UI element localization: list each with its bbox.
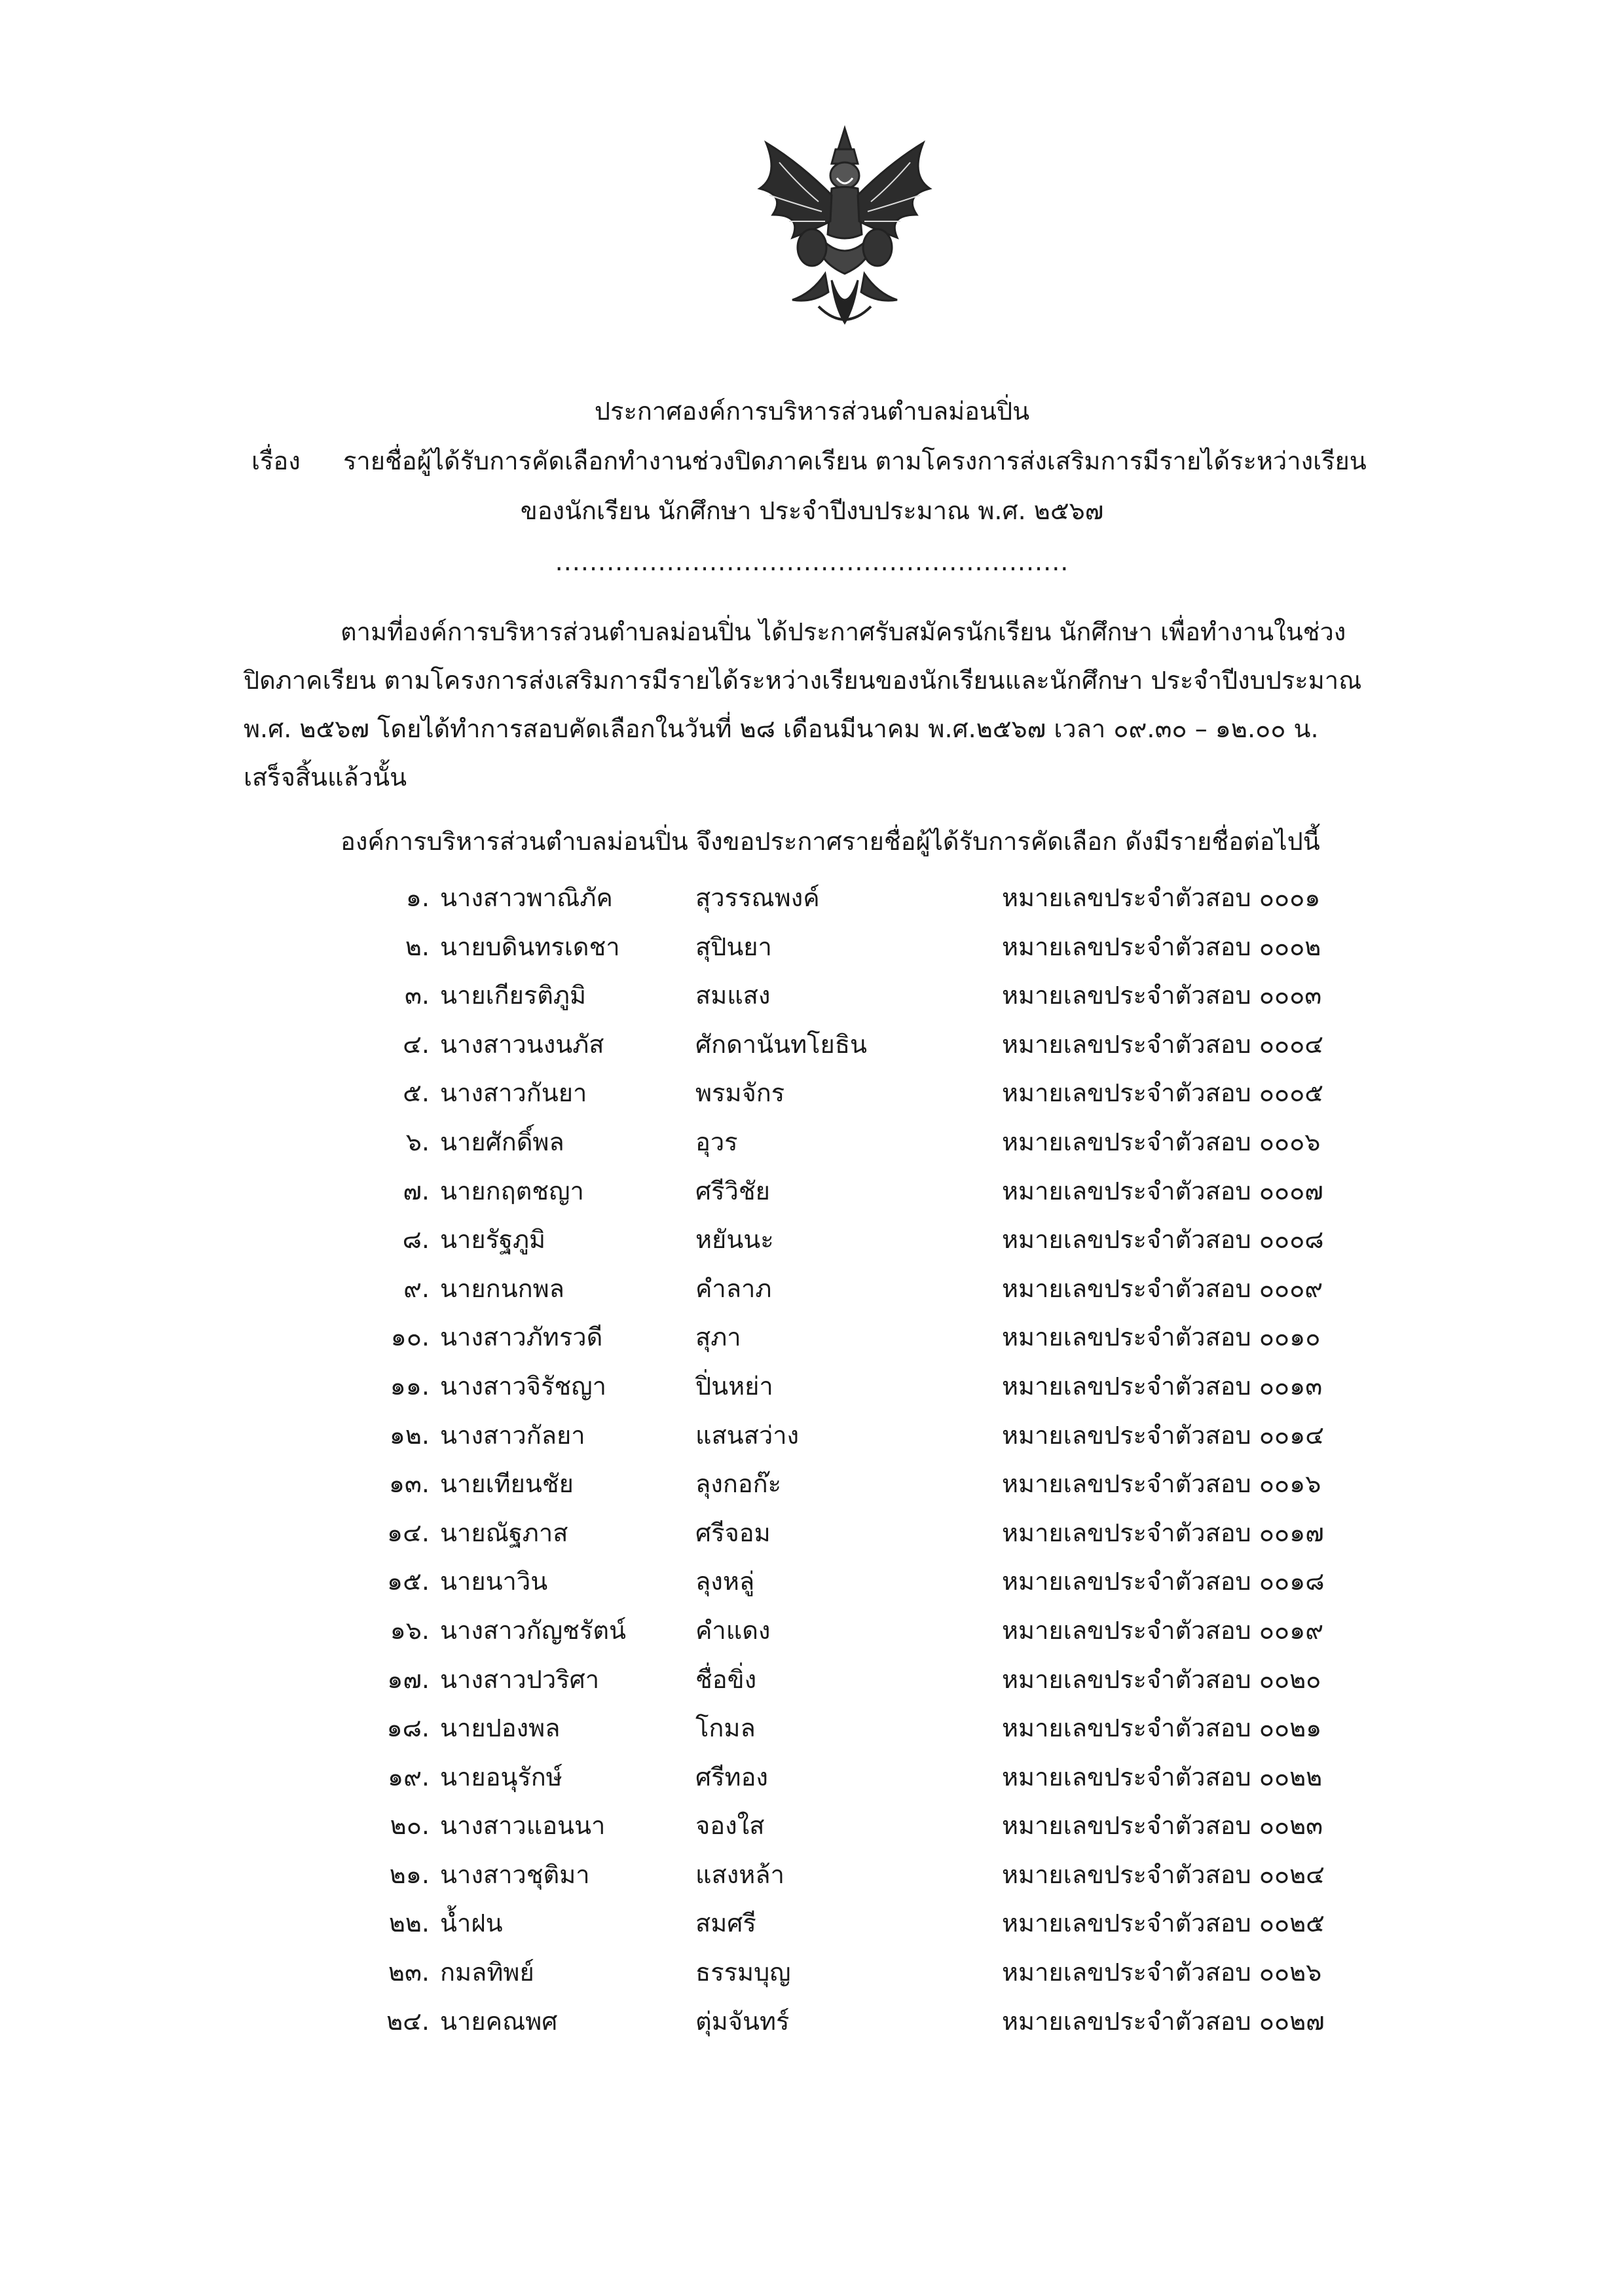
- item-number: ๑๑.: [390, 1371, 430, 1401]
- exam-id: หมายเลขประจำตัวสอบ ๐๐๐๘: [1002, 1225, 1324, 1255]
- list-item: [0, 1807, 1624, 1856]
- exam-id: หมายเลขประจำตัวสอบ ๐๐๐๙: [1002, 1274, 1323, 1303]
- last-name: ศรีวิชัย: [695, 1176, 770, 1205]
- last-name: ศรีจอม: [695, 1518, 771, 1547]
- last-name: คำแดง: [695, 1615, 771, 1645]
- exam-id: หมายเลขประจำตัวสอบ ๐๐๒๐: [1002, 1664, 1321, 1694]
- list-item: [0, 1661, 1624, 1710]
- item-number: ๓.: [404, 981, 430, 1010]
- item-number: ๒๓.: [388, 1958, 430, 1987]
- exam-id: หมายเลขประจำตัวสอบ ๐๐๐๒: [1002, 932, 1321, 961]
- first-name: นางสาวกัลยา: [440, 1420, 585, 1450]
- item-number: ๑๖.: [390, 1615, 430, 1645]
- first-name: นายอนุรักษ์: [440, 1762, 563, 1791]
- last-name: แสนสว่าง: [695, 1420, 800, 1450]
- last-name: สุปินยา: [695, 932, 772, 961]
- list-item: [0, 1562, 1624, 1611]
- list-item: [0, 1318, 1624, 1367]
- item-number: ๒.: [405, 932, 430, 961]
- item-number: ๒๑.: [389, 1860, 430, 1889]
- exam-id: หมายเลขประจำตัวสอบ ๐๐๑๗: [1002, 1518, 1324, 1547]
- first-name: นายณัฐภาส: [440, 1518, 568, 1547]
- first-name: นายเทียนชัย: [440, 1469, 574, 1499]
- first-name: นายคณพศ: [440, 2006, 558, 2036]
- first-name: นางสาวพาณิภัค: [440, 883, 613, 912]
- first-name: นางสาวแอนนา: [440, 1811, 606, 1841]
- exam-id: หมายเลขประจำตัวสอบ ๐๐๐๔: [1002, 1029, 1324, 1059]
- item-number: ๑๙.: [387, 1762, 430, 1791]
- paragraph-1-line-1: ตามที่องค์การบริหารส่วนตำบลม่อนปิ่น ได้ประกาศรับสมัครนักเรียน นักศึกษา เพื่อทำงานในช่วง: [341, 617, 1346, 646]
- item-number: ๔.: [403, 1029, 430, 1059]
- exam-id: หมายเลขประจำตัวสอบ ๐๐๐๖: [1002, 1127, 1321, 1156]
- list-item: [0, 879, 1624, 928]
- first-name: นายปองพล: [440, 1714, 561, 1743]
- exam-id: หมายเลขประจำตัวสอบ ๐๐๒๒: [1002, 1762, 1323, 1791]
- subject-text-line2: ของนักเรียน นักศึกษา ประจำปีงบประมาณ พ.ศ. ๒๕๖๗: [520, 496, 1104, 525]
- paragraph-1-line-2: ปิดภาคเรียน ตามโครงการส่งเสริมการมีรายได้ระหว่างเรียนของนักเรียนและนักศึกษา ประจำปีงบประมาณ: [244, 666, 1362, 695]
- last-name: คำลาภ: [695, 1274, 772, 1303]
- item-number: ๗.: [403, 1176, 430, 1205]
- first-name: นางสาวภัทรวดี: [440, 1323, 603, 1352]
- list-item: [0, 1904, 1624, 1953]
- last-name: จองใส: [695, 1811, 765, 1841]
- paragraph-1-line-4: เสร็จสิ้นแล้วนั้น: [244, 763, 407, 792]
- exam-id: หมายเลขประจำตัวสอบ ๐๐๑๖: [1002, 1469, 1321, 1499]
- first-name: นางสาวกัญชรัตน์: [440, 1615, 626, 1645]
- first-name: นายกนกพล: [440, 1274, 564, 1303]
- exam-id: หมายเลขประจำตัวสอบ ๐๐๑๘: [1002, 1567, 1325, 1596]
- first-name: นายกฤตชญา: [440, 1176, 584, 1205]
- list-item: [0, 1123, 1624, 1172]
- last-name: ธรรมบุญ: [695, 1958, 791, 1987]
- list-item: [0, 1465, 1624, 1514]
- last-name: โกมล: [695, 1714, 756, 1743]
- first-name: นายบดินทรเดชา: [440, 932, 620, 961]
- item-number: ๑๘.: [386, 1714, 430, 1743]
- item-number: ๑.: [405, 883, 430, 912]
- exam-id: หมายเลขประจำตัวสอบ ๐๐๐๓: [1002, 981, 1322, 1010]
- document-title: ประกาศองค์การบริหารส่วนตำบลม่อนปิ่น: [594, 397, 1030, 426]
- item-number: ๒๔.: [386, 2006, 430, 2036]
- exam-id: หมายเลขประจำตัวสอบ ๐๐๑๙: [1002, 1615, 1324, 1645]
- first-name: นางสาวจิรัชญา: [440, 1371, 606, 1401]
- last-name: หยันนะ: [695, 1225, 774, 1255]
- item-number: ๙.: [403, 1274, 430, 1303]
- list-item: [0, 1025, 1624, 1074]
- last-name: พรมจักร: [695, 1078, 785, 1108]
- separator-dots: ............................................................: [555, 547, 1069, 576]
- exam-id: หมายเลขประจำตัวสอบ ๐๐๒๔: [1002, 1860, 1325, 1889]
- last-name: สมศรี: [695, 1909, 756, 1938]
- last-name: ศักดานันทโยธิน: [695, 1029, 867, 1059]
- list-item: [0, 1172, 1624, 1221]
- exam-id: หมายเลขประจำตัวสอบ ๐๐๒๓: [1002, 1811, 1323, 1841]
- exam-id: หมายเลขประจำตัวสอบ ๐๐๐๕: [1002, 1078, 1324, 1108]
- first-name: กมลทิพย์: [440, 1958, 534, 1987]
- item-number: ๖.: [405, 1127, 430, 1156]
- list-item: [0, 1367, 1624, 1416]
- list-item: [0, 976, 1624, 1025]
- last-name: ชื่อขิ่ง: [695, 1664, 757, 1694]
- subject-text-line1: รายชื่อผู้ได้รับการคัดเลือกทำงานช่วงปิดภาคเรียน ตามโครงการส่งเสริมการมีรายได้ระหว่างเรียน: [343, 447, 1367, 475]
- last-name: ลุงกอก๊ะ: [695, 1469, 782, 1499]
- list-item: [0, 1221, 1624, 1270]
- first-name: นางสาวนงนภัส: [440, 1029, 604, 1059]
- exam-id: หมายเลขประจำตัวสอบ ๐๐๐๗: [1002, 1176, 1323, 1205]
- last-name: ปิ่นหย่า: [695, 1371, 773, 1401]
- exam-id: หมายเลขประจำตัวสอบ ๐๐๑๔: [1002, 1420, 1324, 1450]
- last-name: ลุงหลู่: [695, 1567, 755, 1596]
- item-number: ๑๕.: [387, 1567, 430, 1596]
- subject-line: [251, 444, 1367, 478]
- exam-id: หมายเลขประจำตัวสอบ ๐๐๒๕: [1002, 1909, 1325, 1938]
- list-item: [0, 2002, 1624, 2051]
- last-name: สุภา: [695, 1323, 741, 1352]
- exam-id: หมายเลขประจำตัวสอบ ๐๐๐๑: [1002, 883, 1321, 912]
- list-item: [0, 1270, 1624, 1319]
- subject-label: เรื่อง: [251, 447, 301, 475]
- first-name: นางสาวกันยา: [440, 1078, 587, 1108]
- item-number: ๑๗.: [387, 1664, 430, 1694]
- first-name: นายรัฐภูมิ: [440, 1225, 546, 1255]
- last-name: สมแสง: [695, 981, 771, 1010]
- selected-candidates-list: [0, 879, 1624, 2051]
- first-name: น้ำฝน: [440, 1909, 503, 1938]
- item-number: ๑๓.: [388, 1469, 430, 1499]
- exam-id: หมายเลขประจำตัวสอบ ๐๐๒๑: [1002, 1714, 1322, 1743]
- last-name: ตุ่มจันทร์: [695, 2006, 790, 2036]
- list-item: [0, 1611, 1624, 1661]
- exam-id: หมายเลขประจำตัวสอบ ๐๐๒๗: [1002, 2006, 1325, 2036]
- item-number: ๒๒.: [388, 1909, 430, 1938]
- list-item: [0, 1074, 1624, 1123]
- exam-id: หมายเลขประจำตัวสอบ ๐๐๑๐: [1002, 1323, 1321, 1352]
- first-name: นายเกียรติภูมิ: [440, 981, 587, 1010]
- first-name: นายนาวิน: [440, 1567, 548, 1596]
- exam-id: หมายเลขประจำตัวสอบ ๐๐๒๖: [1002, 1958, 1322, 1987]
- list-item: [0, 1758, 1624, 1807]
- first-name: นางสาวชุติมา: [440, 1860, 590, 1889]
- paragraph-2: องค์การบริหารส่วนตำบลม่อนปิ่น จึงขอประกาศรายชื่อผู้ได้รับการคัดเลือก ดังมีรายชื่อต่อไปนี้: [341, 827, 1320, 856]
- list-item: [0, 1514, 1624, 1563]
- paragraph-1-line-3: พ.ศ. ๒๕๖๗ โดยได้ทำการสอบคัดเลือกในวันที่ ๒๘ เดือนมีนาคม พ.ศ.๒๕๖๗ เวลา ๐๙.๓๐ – ๑๒.๐๐ น.: [244, 714, 1319, 743]
- list-item: [0, 1856, 1624, 1905]
- list-item: [0, 928, 1624, 977]
- item-number: ๑๔.: [387, 1518, 430, 1547]
- item-number: ๑๒.: [389, 1420, 430, 1450]
- first-name: นางสาวปวริศา: [440, 1664, 600, 1694]
- item-number: ๘.: [402, 1225, 430, 1255]
- first-name: นายศักดิ์พล: [440, 1127, 564, 1156]
- item-number: ๕.: [403, 1078, 430, 1108]
- last-name: สุวรรณพงค์: [695, 883, 820, 912]
- garuda-emblem-icon: [740, 123, 950, 333]
- list-item: [0, 1953, 1624, 2002]
- list-item: [0, 1416, 1624, 1465]
- list-item: [0, 1709, 1624, 1758]
- item-number: ๑๐.: [390, 1323, 430, 1352]
- item-number: ๒๐.: [390, 1811, 430, 1841]
- last-name: ศรีทอง: [695, 1762, 768, 1791]
- exam-id: หมายเลขประจำตัวสอบ ๐๐๑๓: [1002, 1371, 1323, 1401]
- last-name: แสงหล้า: [695, 1860, 784, 1889]
- last-name: อุวร: [695, 1127, 738, 1156]
